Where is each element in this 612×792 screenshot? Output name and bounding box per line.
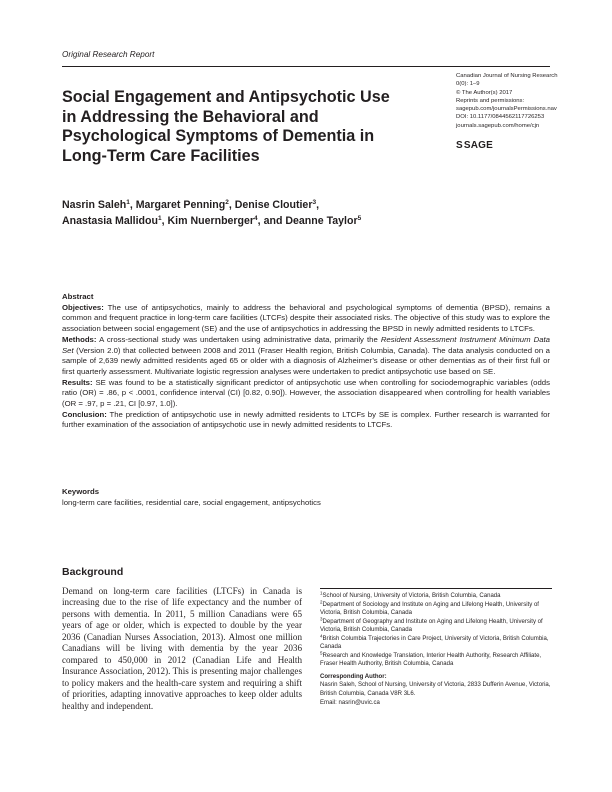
author-affil-sup: 5	[357, 214, 362, 222]
corresponding-author-address: Nasrin Saleh, School of Nursing, University of Victoria, 2833 Dufferin Avenue, Victoria, British Columbia, Canada V8R 3L6.	[320, 682, 551, 698]
sage-logo-icon: S	[456, 140, 463, 151]
journal-link[interactable]: journals.sagepub.com/home/cjn	[456, 122, 540, 129]
article-title: Social Engagement and Antipsychotic Use in Addressing the Behavioral and Psychological Symptoms of Dementia in Long-Term Care Facilities	[62, 88, 390, 165]
abstract-heading: Abstract	[62, 292, 94, 301]
affiliation: $^4$British Columbia Trajectories in Care Project, University of Victoria, British Columbia, Canada	[320, 633, 549, 651]
sage-logo	[456, 140, 493, 151]
journal-name: Canadian Journal of Nursing Research	[456, 73, 558, 79]
author-name: Anastasia Mallidou	[62, 214, 158, 227]
author-affil-sup: 2	[225, 199, 229, 206]
permissions-link[interactable]: sagepub.com/journalsPermissions.nav	[456, 106, 557, 113]
abstract-results: Results: SE was found to be a statistically significant predictor of antipsychotic use when controlling for sociodemographic variables (odds ratio (OR) = .86, p < .0001, confidence interval (CI) [0.82, 0.90]). However, the association disappeared when controlling for health variables (OR = .97, p = .21, CI [0.97, 1.0]).	[62, 377, 550, 409]
author-name: Denise Cloutier	[234, 199, 313, 211]
abstract-methods: Methods: A cross-sectional study was undertaken using administrative data, primarily the Resident Assessment Instrument Minimum Data Set (Version 2.0) that collected between 2008 and 2011 (Fraser Health region, British Columbia, Canada). The data analysis conducted on a sample of 2,639 newly admitted residents aged 65 or older with a diagnosis of Alzheimer’s disease or other dementias as of their first full or first quarterly assessment. Multivariate logistic regression analyses were undertaken to predict antipsychotic use based on SE.	[62, 334, 550, 376]
affiliations-footnote	[320, 588, 552, 707]
author-affil-sup: 1	[126, 199, 130, 206]
keywords	[62, 487, 550, 508]
corresponding-author-heading: Corresponding Author:	[320, 673, 387, 680]
reprints-label: Reprints and permissions:	[456, 97, 525, 104]
author-name: Kim Nuernberger	[167, 214, 255, 227]
journal-volume: 0(0): 1–9	[456, 81, 480, 88]
abstract	[62, 292, 550, 431]
keywords-heading: Keywords	[62, 487, 100, 496]
author-name: Nasrin Saleh	[62, 199, 127, 211]
affiliation: $^2$Department of Sociology and Institute on Aging and Lifelong Health, University of Victoria, British Columbia, Canada	[320, 599, 539, 617]
sage-logo-text: SAGE	[463, 140, 494, 151]
header-divider	[62, 66, 550, 67]
author-list: Nasrin Saleh$^1$, Margaret Penning$^2$, Denise Cloutier$^3$, Anastasia Mallidou$^1$, Kim Nuernberger$^4$, and Deanne Taylor$^5$	[62, 199, 362, 227]
author-name: Deanne Taylor	[285, 214, 358, 227]
abstract-objectives: Objectives: The use of antipsychotics, mainly to address the behavioral and psychological symptoms of dementia (BPSD), remains a common and frequent practice in long-term care facilities (LTCFs) despite their associated risks. The objective of this study was to explore the association between social engagement (SE) and the use of antipsychotics in addressing the BPSD in newly admitted residents to LTCFs.	[62, 302, 550, 334]
doi[interactable]: DOI: 10.1177/0844562117726253	[456, 114, 545, 121]
affiliation: $^1$School of Nursing, University of Victoria, British Columbia, Canada	[320, 590, 501, 599]
background-paragraph: Demand on long-term care facilities (LTCFs) in Canada is increasing due to the rise of life expectancy and the number of persons with dementia. In 2011, 5 million Canadians were 65 years of age or older, which is expected to double by the year 2036 (Canadian Nurses Association, 2013). Almost one million Canadians will be living with dementia by the year 2036 compared to 450,000 in 2012 (Canadian Life and Health Insurance Association, 2012). This is presenting major challenges to policy makers and the health-care system and requiring a shift of priorities, adapting innovative approaches to keep older adults healthy and independent.	[62, 586, 302, 711]
corresponding-author-email[interactable]: Email: nasrin@uvic.ca	[320, 699, 380, 706]
journal-info	[456, 72, 566, 130]
author-affil-sup: 3	[312, 199, 317, 206]
report-type: Original Research Report	[62, 50, 155, 59]
keywords-list: long-term care facilities, residential care, social engagement, antipsychotics	[62, 497, 321, 507]
author-name: Margaret Penning	[135, 199, 226, 211]
affiliation: $^5$Research and Knowledge Translation, Interior Health Authority, Research Affiliate, Fraser Health Authority, British Columbia, Canada	[320, 650, 542, 668]
author-affil-sup: 1	[157, 214, 162, 222]
copyright: © The Author(s) 2017	[456, 89, 513, 96]
abstract-conclusion: Conclusion: The prediction of antipsychotic use in newly admitted residents to LTCFs by SE is complex. Further research is warranted for further examination of the association of antipsychotic use in newly admitted residents to LTCFs.	[62, 409, 550, 430]
affiliation: $^3$Department of Geography and Institute on Aging and Lifelong Health, University of Victoria, British Columbia, Canada	[320, 616, 543, 634]
author-affil-sup: 4	[254, 214, 258, 222]
section-heading-background: Background	[62, 566, 124, 578]
